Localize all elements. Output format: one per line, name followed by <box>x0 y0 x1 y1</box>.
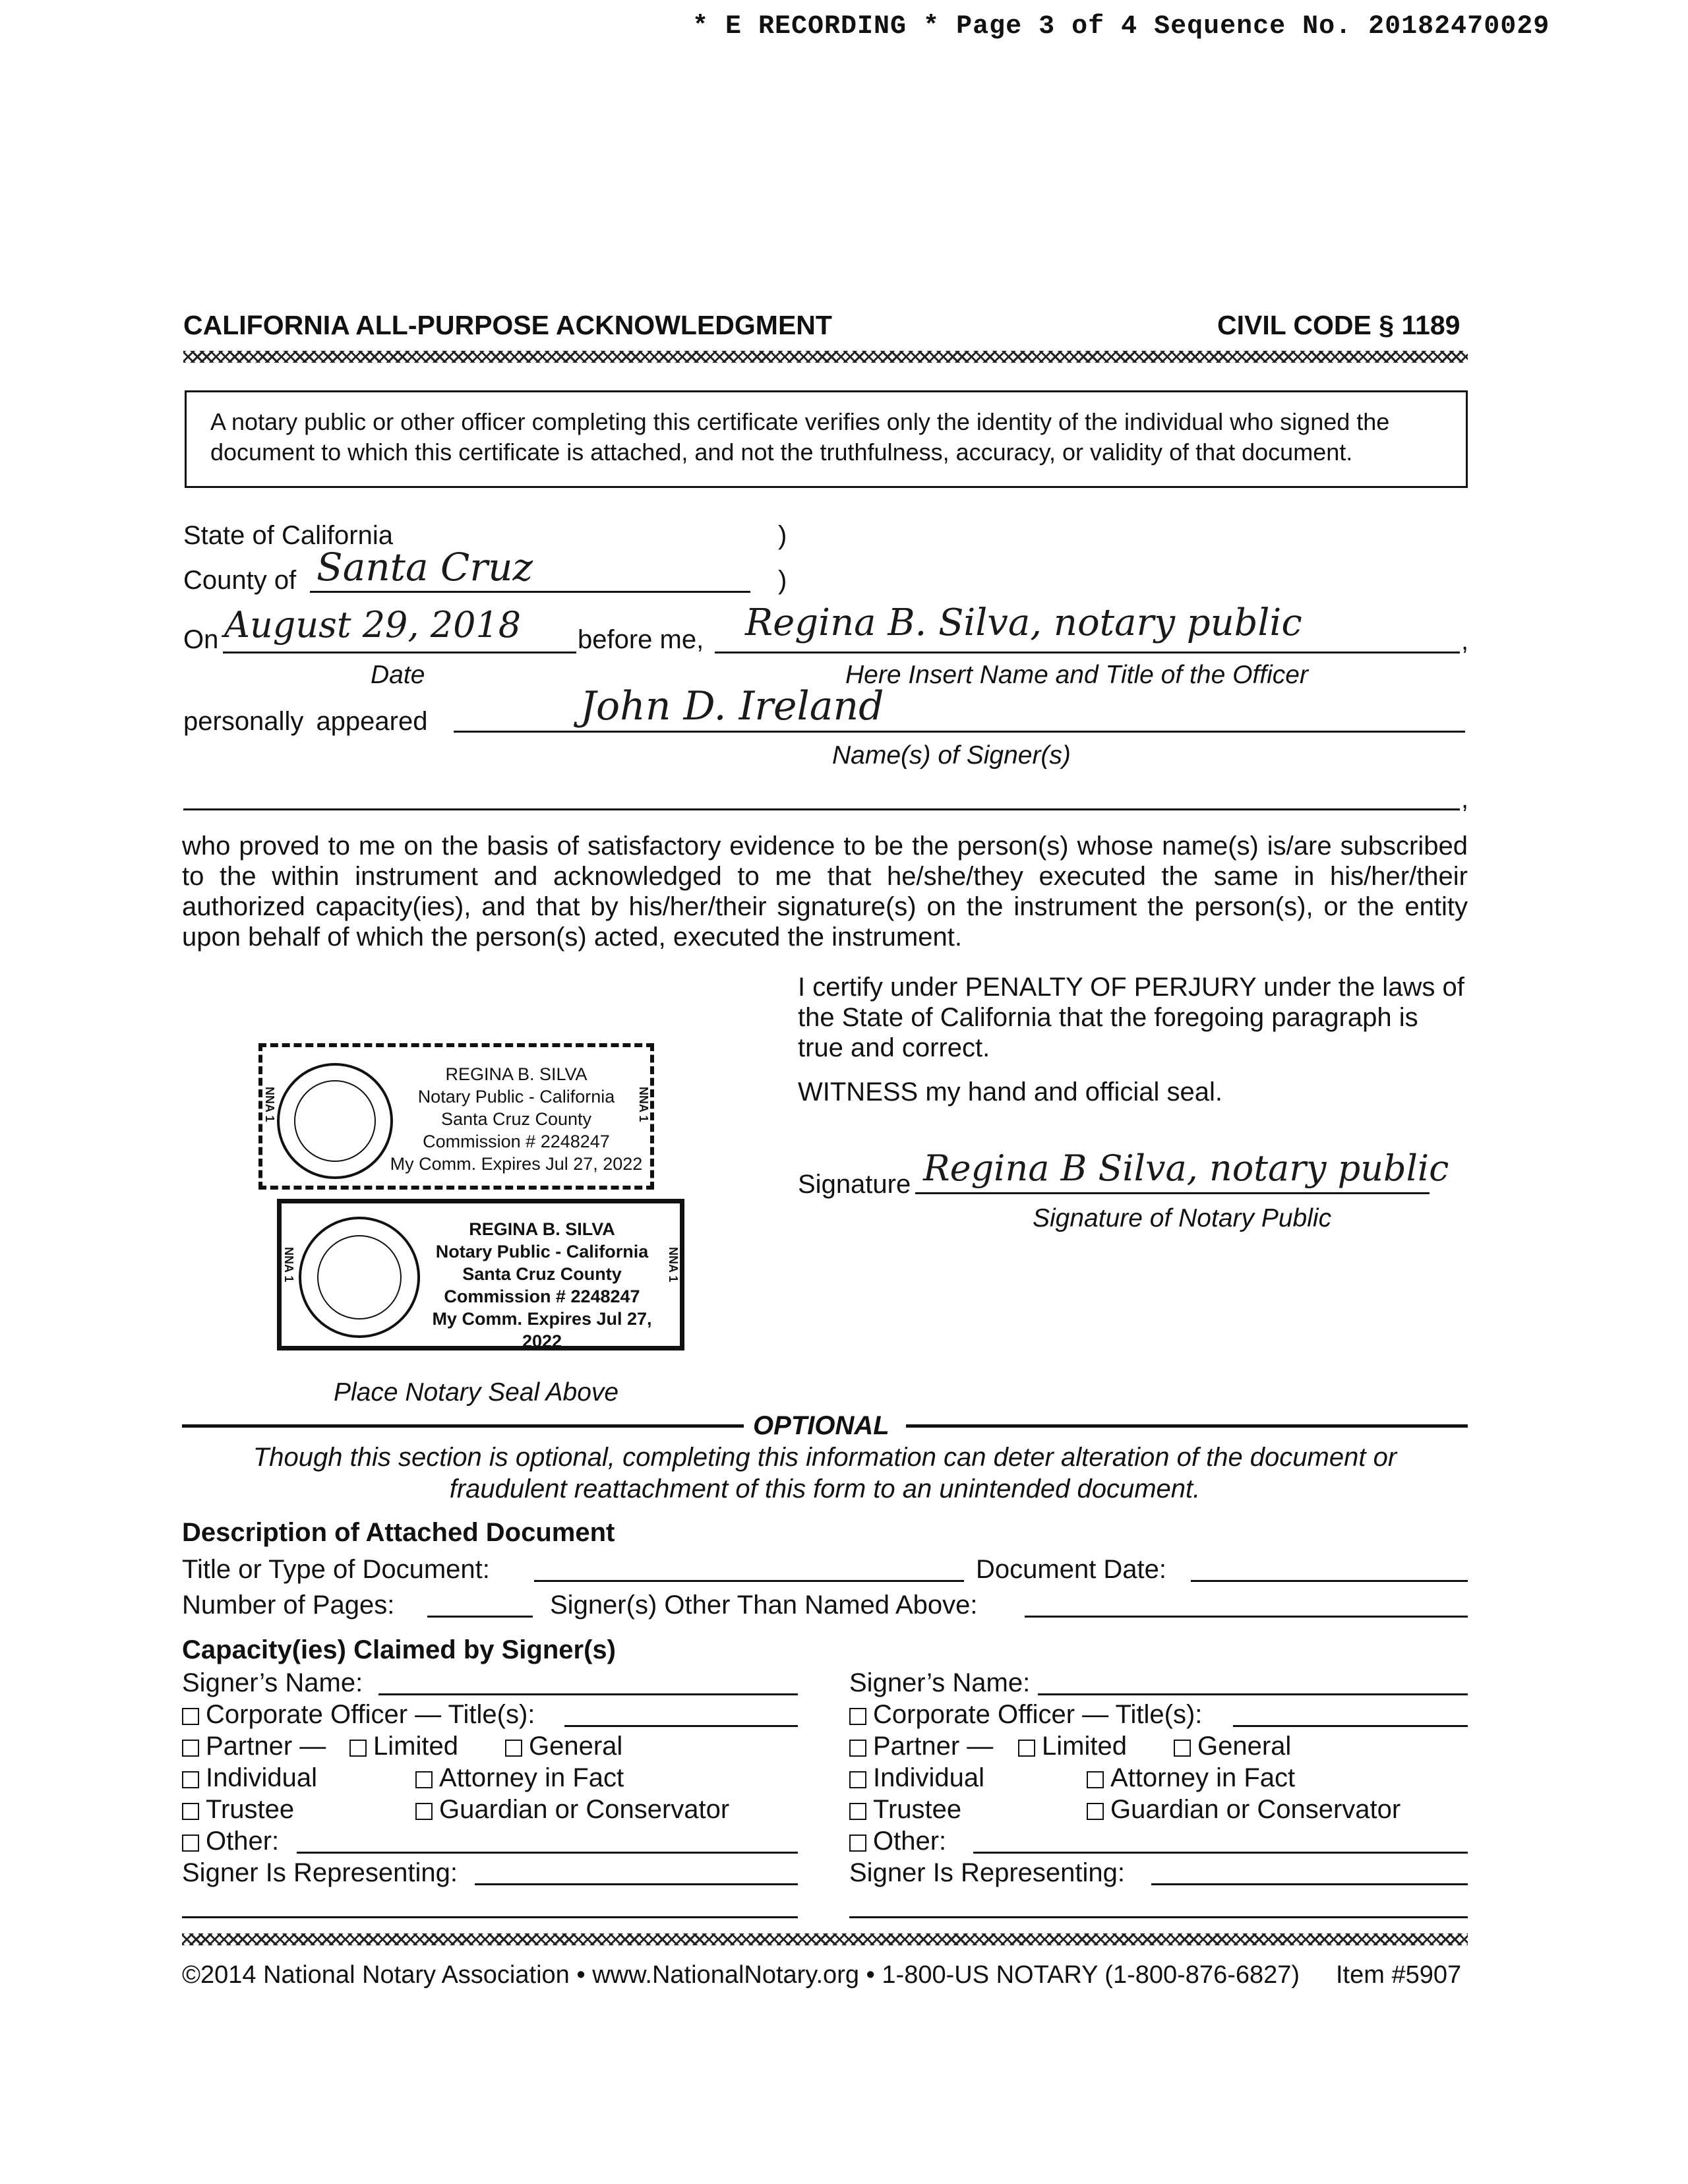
officer-caption: Here Insert Name and Title of the Officer <box>845 661 1308 689</box>
left-corporate[interactable]: Corporate Officer — Title(s): <box>182 1700 535 1730</box>
checkbox-icon[interactable] <box>849 1803 866 1820</box>
optional-rule-right <box>906 1424 1468 1428</box>
left-individual[interactable]: Individual <box>182 1763 317 1793</box>
right-partner[interactable]: Partner — <box>849 1732 993 1761</box>
date-value: August 29, 2018 <box>224 604 522 646</box>
other-signers-label: Signer(s) Other Than Named Above: <box>550 1591 978 1620</box>
on-label: On <box>183 625 219 654</box>
checkbox-icon[interactable] <box>182 1803 199 1820</box>
footer-item: Item #5907 <box>1336 1961 1462 1989</box>
paren-2: ) <box>778 566 787 595</box>
doc-title-line <box>534 1580 964 1582</box>
officer-line <box>715 652 1460 653</box>
seal-side-right: NNA 1 <box>637 1087 650 1122</box>
checkbox-icon[interactable] <box>182 1835 199 1852</box>
left-partner[interactable]: Partner — <box>182 1732 326 1761</box>
left-signer-name-label: Signer’s Name: <box>182 1668 363 1697</box>
right-limited[interactable]: Limited <box>1018 1732 1127 1761</box>
checkbox-icon[interactable] <box>849 1835 866 1852</box>
left-representing-line <box>475 1883 798 1885</box>
checkbox-icon[interactable] <box>182 1740 199 1757</box>
left-other[interactable]: Other: <box>182 1827 279 1856</box>
left-limited[interactable]: Limited <box>349 1732 458 1761</box>
decorative-border-top <box>183 351 1468 363</box>
notice-box <box>185 390 1468 488</box>
left-attorney[interactable]: Attorney in Fact <box>415 1763 624 1793</box>
seal-caption: Place Notary Seal Above <box>334 1378 619 1407</box>
checkbox-icon[interactable] <box>1018 1740 1035 1757</box>
pages-label: Number of Pages: <box>182 1591 395 1620</box>
right-general[interactable]: General <box>1174 1732 1291 1761</box>
doc-title-label: Title or Type of Document: <box>182 1555 490 1584</box>
acknowledgment-paragraph: who proved to me on the basis of satisfactory evidence to be the person(s) whose name(s) is/are subscribed to the within instrument and acknowledged to me that he/she/they executed the same in his/her/their authorized capacity(ies), and that by his/her/their signature(s) on the instrument the person(s), or the entity upon behalf of which the person(s) acted, executed the instrument. <box>182 832 1468 952</box>
seal-side-left: NNA 1 <box>263 1087 276 1122</box>
civil-code: CIVIL CODE § 1189 <box>1217 310 1461 340</box>
date-caption: Date <box>371 661 425 689</box>
form-title: CALIFORNIA ALL-PURPOSE ACKNOWLEDGMENT <box>183 310 832 340</box>
decorative-border-bottom <box>182 1933 1468 1945</box>
checkbox-icon[interactable] <box>1087 1771 1104 1788</box>
checkbox-icon[interactable] <box>849 1771 866 1788</box>
right-corporate[interactable]: Corporate Officer — Title(s): <box>849 1700 1202 1730</box>
county-value: Santa Cruz <box>316 545 533 590</box>
notary-seal-1 <box>258 1043 654 1190</box>
certify-text: I certify under PENALTY OF PERJURY under the laws of the State of California that the foregoing paragraph is true and correct. <box>798 973 1464 1062</box>
left-other-line <box>297 1852 798 1854</box>
pages-line <box>427 1616 533 1618</box>
state-seal-icon <box>299 1217 420 1338</box>
paren-1: ) <box>778 521 787 550</box>
doc-date-line <box>1191 1580 1468 1582</box>
right-trustee[interactable]: Trustee <box>849 1795 961 1825</box>
optional-rule-left <box>182 1424 744 1428</box>
checkbox-icon[interactable] <box>182 1771 199 1788</box>
seal-side-right: NNA 1 <box>667 1247 680 1283</box>
right-corporate-line <box>1233 1725 1468 1727</box>
signature-line <box>915 1192 1430 1194</box>
footer-copyright: ©2014 National Notary Association • www.NationalNotary.org • 1-800-US NOTARY (1-800-876-6827) <box>182 1961 1300 1989</box>
seal-title: Notary Public - California <box>435 1242 649 1261</box>
seal-name: REGINA B. SILVA <box>445 1064 588 1084</box>
left-representing: Signer Is Representing: <box>182 1858 458 1887</box>
capacity-heading: Capacity(ies) Claimed by Signer(s) <box>182 1635 616 1664</box>
optional-note-2: fraudulent reattachment of this form to an unintended document. <box>449 1474 1201 1503</box>
signer-line <box>454 731 1465 733</box>
seal-title: Notary Public - California <box>417 1087 615 1107</box>
checkbox-icon[interactable] <box>182 1708 199 1725</box>
checkbox-icon[interactable] <box>1174 1740 1191 1757</box>
state-seal-icon <box>277 1063 393 1179</box>
seal-expires: My Comm. Expires Jul 27, 2022 <box>432 1309 652 1351</box>
checkbox-icon[interactable] <box>415 1771 433 1788</box>
notary-seal-2 <box>277 1199 684 1350</box>
notice-text: A notary public or other officer completing this certificate verifies only the identity of the individual who signed the document to which this certificate is attached, and not the truthfulness, accuracy, or validity of that document. <box>210 408 1390 466</box>
left-guardian[interactable]: Guardian or Conservator <box>415 1795 729 1825</box>
appeared-label: personally appeared <box>183 707 428 736</box>
right-other-line <box>973 1852 1468 1854</box>
seal-commission: Commission # 2248247 <box>423 1132 610 1151</box>
signer-comma: , <box>1461 785 1469 814</box>
checkbox-icon[interactable] <box>505 1740 522 1757</box>
right-representing-line <box>1151 1883 1468 1885</box>
county-label: County of <box>183 566 297 595</box>
right-individual[interactable]: Individual <box>849 1763 984 1793</box>
checkbox-icon[interactable] <box>349 1740 367 1757</box>
right-guardian[interactable]: Guardian or Conservator <box>1087 1795 1401 1825</box>
desc-heading: Description of Attached Document <box>182 1518 615 1547</box>
signature-label: Signature <box>798 1170 911 1199</box>
checkbox-icon[interactable] <box>849 1740 866 1757</box>
left-general[interactable]: General <box>505 1732 622 1761</box>
seal-county: Santa Cruz County <box>462 1264 622 1284</box>
seal-county: Santa Cruz County <box>440 1109 592 1129</box>
signer-value: John D. Ireland <box>580 683 884 729</box>
left-corporate-line <box>564 1725 798 1727</box>
checkbox-icon[interactable] <box>849 1708 866 1725</box>
officer-value: Regina B. Silva, notary public <box>745 601 1302 644</box>
doc-date-label: Document Date: <box>976 1555 1167 1584</box>
right-signer-name-line <box>1038 1693 1468 1695</box>
before-me-label: before me, <box>578 625 704 654</box>
left-trustee[interactable]: Trustee <box>182 1795 294 1825</box>
signer-caption: Name(s) of Signer(s) <box>832 741 1071 770</box>
signer-line-2 <box>183 808 1460 810</box>
seal-name: REGINA B. SILVA <box>469 1219 615 1239</box>
checkbox-icon[interactable] <box>1087 1803 1104 1820</box>
checkbox-icon[interactable] <box>415 1803 433 1820</box>
officer-comma: , <box>1461 626 1469 655</box>
state-label: State of California <box>183 521 393 550</box>
right-attorney[interactable]: Attorney in Fact <box>1087 1763 1295 1793</box>
left-signer-name-line <box>378 1693 798 1695</box>
right-signer-name-label: Signer’s Name: <box>849 1668 1031 1697</box>
right-extra-line <box>849 1916 1468 1918</box>
signature-caption: Signature of Notary Public <box>1033 1204 1332 1232</box>
right-other[interactable]: Other: <box>849 1827 946 1856</box>
signature-value: Regina B Silva, notary public <box>923 1147 1449 1189</box>
right-representing: Signer Is Representing: <box>849 1858 1126 1887</box>
witness-text: WITNESS my hand and official seal. <box>798 1077 1222 1107</box>
seal-expires: My Comm. Expires Jul 27, 2022 <box>390 1154 643 1174</box>
left-extra-line <box>182 1916 798 1918</box>
county-line <box>310 591 750 593</box>
other-signers-line <box>1025 1616 1468 1618</box>
optional-note-1: Though this section is optional, completing this information can deter alteration of the document or <box>253 1443 1397 1472</box>
date-line <box>223 652 576 653</box>
seal-side-left: NNA 1 <box>282 1247 295 1283</box>
seal-commission: Commission # 2248247 <box>444 1287 640 1306</box>
recording-header: * E RECORDING * Page 3 of 4 Sequence No. 20182470029 <box>692 12 1550 42</box>
optional-heading: OPTIONAL <box>753 1411 889 1440</box>
